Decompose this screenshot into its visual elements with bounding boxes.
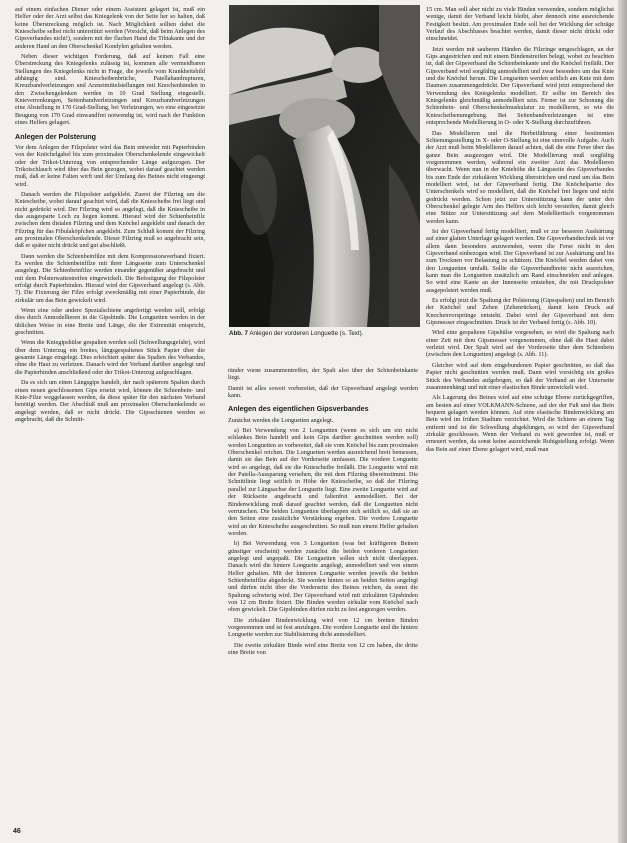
paragraph: auf einem einfachen Diener oder einem Assistent gelagert ist, muß ein Helfer oder der Arzt selbst das Kniegelenk von der Seite her so halten, daß keine Überstreckung möglich ist. Nach Möglichkeit sollten dabei die Kniescheibe selbst nicht unterstützt werden (Vorsicht, daß beim Anlegen des Gipsverbandes nicht!), sondern mit der flachen Hand die Tibiakante und der anderen Hand an den Oberschenkel Kondylen gehalten werden. — [15, 6, 205, 50]
paragraph: Gleicher wird auf dem eingebundenen Papier geschnitten, so daß das Papier nicht geschnitten werden muß. Dann wird vorsichtig ein großes Stück des Verbandes aufgebogen, so daß der Verband an der Unterseite zusammenhängt und mit einer elastischen Binde umwickelt wird. — [426, 361, 614, 391]
leg-splint-photo — [229, 5, 420, 327]
paragraph: Jetzt werden mit sauberen Händen die Filzringe umgeschlagen, an der Gips angestrichen und mit einem Bindenstreifen belegt, wobei zu beachten ist, daß der Gipsverband die Schienbeinkante und die Knöchel freiläßt. Der Gipsverband wird sorgfältig anmodelliert und zwar besonders um das Knie und die Knöchel herum. Die Longuetten werden seitlich am Knie mit dem Daumen zusammengedrückt. Der Gipsverband wird jetzt entsprechend der Verwendung des Kniegelenks modelliert. Er sollte im Bereich des Kniegelenks gleichmäßig anmodelliert sein. Ferner ist zur Schonung die Schienbein- und Oberschenkelmuskulatur zu modellieren, so wie die Kniescheibenumgebung. Bei Seitenbandverletzungen ist eine entsprechende Modellierung in O- oder X-Stellung durchzuführen. — [426, 45, 614, 127]
figure-label: Abb. 7 — [229, 330, 248, 337]
paragraph: Das Modellieren und die Herbeiführung einer bestimmten Schienungsstellung in X- oder O-Stellung ist eine sinnvolle Aufgabe. Auch der Arzt muß beim Modellieren darauf achten, daß die eine Ferse über das ganze Bein ausgezogen wird. Die Modellierung muß sorgfältig vorgenommen werden, während ein zweiter Arzt das Modellieren überwacht. Wenn nun in der Kniehöhe die Längsseite des Gipsverbandes bis zum Ende der zirkulären Wicklung überstrichen und rund um das Bein modelliert wird, ist der Gipsverband fertig. Die Knöchelpartie des Unterschenkels wird so modelliert, daß die Knöchel frei liegen und nicht gedrückt werden. Schon jetzt zur Unterstützung kann der unter den Oberschenkel gelegte Arm des Helfers sich leicht versteifen, damit gleich eine Stütze zur Unterstützung auf dem Modelliertisch vorgenommen werden kann. — [426, 129, 614, 225]
section-heading: Anlegen des eigentlichen Gipsverbandes — [228, 404, 369, 414]
paragraph: Ist der Gipsverband fertig modelliert, muß er zur besseren Aushärtung auf einer glatten Unterlage gelagert werden. Die Gipsverbandtechnik ist vor allem dann besonders anzuwenden, wenn die Ferse nicht in den Gipsverband einbezogen wird. Der Gipsverband ist zur Aushärtung und bis zum Trocknen vor Belastung zu schützen. Die Knöchel werden dabei von den Longuetten umfaßt. Sollte die Gipsverbandbreite nicht ausreichen, kann man die Longuetten zusätzlich am Rand einschneiden und anlegen. So wird eine Kante an der Innenseite entstehen, die mit Druckpolster ausgepolstert werden muß. — [426, 227, 614, 294]
paragraph: Wird eine gespaltene Gipshülse vorgesehen, so wird die Spaltung nach einer Zeit mit dem Gipsmesser vorgenommen, ohne daß die Haut dabei verletzt wird. Der Spalt wird auf der Vorderseite über dem Schienbein (zwischen den Longuetten) angelegt (s. Abb. 11). — [426, 329, 614, 359]
paragraph: Wenn die Kniegipshülse gespalten werden soll (Schwellungsgefahr), wird über dem Unterzug ein breites, längsgespaltenes Stück Papier über die gesamte Länge eingelegt. Dies erleichtert später das Spalten des Verbandes, ohne die Haut zu verletzen. Danach wird der Verband darüber angelegt und die Papierbinden anschließend oder der Trikot-Unterzug aufgeschlagen. — [15, 339, 205, 376]
paragraph: Als Lagerung des Beines wird auf eine schräge Ebene zurückgegriffen, am besten auf einer VOLKMANN-Schiene, auf der der Fuß und das Bein bequem gelagert werden können. Auf eine elastische Bindenwicklung am Bein wird im frühen Stadium verzichtet. Wird die Schiene an einem Tag entfernt und ist die Schwellung abgeklungen, so wird der Gipsverband zirkulär geschlossen. Wenn der Verband zu weit geworden ist, muß er erneuert werden, da sonst keine ausreichende Ruhigstellung erfolgt. Wenn das Bein auf einer Ebene gelagert wird, muß man — [426, 394, 614, 453]
text-column-right — [426, 6, 614, 836]
paragraph: Die zirkuläre Bindenwicklung wird von 12 cm breiten Binden vorgenommen und ist fest anzulegen. Die vordere Longuette und die hintere Longuette werden zur Stabilisierung dicht anmodelliert. — [228, 616, 418, 639]
paragraph: Damit ist alles soweit vorbereitet, daß der Gipsverband angelegt werden kann. — [228, 384, 418, 400]
paragraph: Die zweite zirkuläre Binde wird eine Breite von 12 cm haben, die dritte eine Breite von — [228, 641, 418, 657]
figure-photo — [229, 5, 420, 327]
paragraph: Neben dieser wichtigen Forderung, daß auf keinen Fall eine Überstreckung des Kniegelenks zulässig ist, kommen alle vermeidbaren Stellungen des Kniegelenks nicht in Frage, die jeweils vom Krankheitsbild abhängig sind. Kniescheibenbrüche, Patellabandrupturen, Kreuzbandverletzungen und Arzneimittelstellungen mit Knochenbänden in den Zwischengelenken werden in 10 Grad Stellung eingestellt. Knieverrenkungen, Seitenbandverletzungen und Kreuzbandverletzungen eine Abstellung in 170 Grad-Stellung, bei Verletzungen, wo eine eingesetzte Beugung von 170 Grad einwandfrei notwendig ist, wird nach der Funktion eines Helfers gelagert. — [15, 53, 205, 127]
paragraph: a) Bei Verwendung von 2 Longuetten (wenn es sich um ein nicht schlankes Bein handelt und kein Gips darüber geschnitten werden soll) werden Longuetten so vorbereitet, daß sie vom Knöchel bis zum proximalen Oberschenkel reichen. Die Longuetten werden ausreichend breit bemessen, damit sie das Bein auf der Vorderseite umfassen. Die vordere Longuette wird so angelegt, daß sie die Kniescheibe freiläßt. Die Longuette wird mit der Patella-Aussparung versehen, die mit dem Filzring übereinstimmt. Die Schnittlinie liegt seitlich in Höhe der Kniescheibe, so daß der Filzring parallel zur Längsachse der Longuette liegt. Eine zweite Longuette wird auf der Rückseite angebracht und faltenfrei anmodelliert. Bei der Bindenwicklung muß darauf geachtet werden, daß die Longuetten nicht verrutschen. Die beiden Longuetten überlappen sich seitlich so, daß sie an den Seiten eine zusätzliche Verstärkung ergeben. Die vordere Longuette wird an der Kniescheibe ausgeschnitten. So muß nun einem Helfer gehalten werden. — [228, 427, 418, 537]
paragraph: Es erfolgt jetzt die Spaltung der Polsterung (Gipsspalten) und im Bereich der Knöchel und Zehen (Zehenrücken), damit kein Druck auf Knochenvorsprünge entsteht. Dabei wird der Gipsverband mit dem Gipsmesser eingeschnitten. Druck ist der Verband fertig (s. Abb. 10). — [426, 297, 614, 327]
paragraph: Zunächst werden die Longuetten angelegt. — [228, 416, 334, 424]
paragraph: ränder vorne zusammentreffen, der Spalt also über der Schienbeinkante liegt. — [228, 367, 418, 382]
figure-caption — [229, 330, 420, 337]
text-column-middle — [228, 367, 418, 837]
paragraph: Vor dem Anlegen der Filzpolster wird das Bein entweder mit Papierbinden von der Knöchelgabel bis zum proximalen Oberschenkelende eingewickelt oder der Trikot-Unterzug von entsprechender Länge aufgezogen. Der Trikotschlauch wird über das Bein gezogen, wobei darauf geachtet werden muß, daß er keine Falten wirft und der Umfang des Beines nicht eingeengt wird. — [15, 143, 205, 188]
text-column-left — [15, 6, 205, 824]
paragraph: 15 cm. Man soll aber nicht zu viele Binden verwenden, sondern möglichst wenige, damit der Verband leicht bleibt, aber dennoch eine ausreichende Festigkeit besitzt. Am proximalen Ende soll bei der Wicklung der schräge Verlauf des Abschlusses beachtet werden, damit dieser nicht drückt oder einschneidet. — [426, 6, 614, 43]
paragraph: Danach werden die Filzpolster aufgeklebt. Zuerst der Filzring um die Kniescheibe, wobei darauf geachtet wird, daß die Kniescheibe frei liegt und nicht gedrückt wird. Der Filzring wird so angelegt, daß die Kniescheibe in das ausgesparte Loch zu liegen kommt. Hierauf wird der Schienbeinfilz zwischen dem distalen Filzring und dem Knöchel angeklebt und danach der Filzring für das Fibulaköpfchen angeklebt. Zum Schluß kommt der Filzring am proximalen Oberschenkelende. Dieser Filzring muß so angebracht sein, daß er später nicht drückt und gut abschließt. — [15, 190, 205, 250]
book-spine-shadow — [618, 0, 627, 843]
paragraph: Wenn eine oder andere Spezialschiene angefertigt werden soll, erfolgt dies durch Anmodellieren in die Gipsbinde. Die Longuetten werden in der üblichen Weise in eine Breite und Länge, die der Extremität entspricht, geschnitten. — [15, 307, 205, 337]
section-heading: Anlegen der Polsterung — [15, 131, 97, 141]
page-number: 46 — [13, 828, 21, 835]
figure-caption-text: Anlegen der vorderen Longuette (s. Text). — [249, 330, 364, 337]
paragraph: Da es sich um einen Längsgips handelt, der nach späterem Spalten durch einen neuen geschlossenen Gips ersetzt wird, können die Schienbein- und Knie-Filze weggelassen werden, da diese später für den nächsten Verband benötigt werden. Der Abschluß muß am proximalen Oberschenkelende so angelegt werden, daß er nicht drückt. Die Gipsschienen werden so angebracht, daß die Schnitt- — [15, 379, 205, 423]
paragraph: Dann werden die Schienbeinfilze mit dem Kompressionsverband fixiert. Es werden die Schienbeinfilze mit ihrer Längsseite zum Unterschenkel ausgelegt. Die Schienbeinfilze werden einander gegenüber angebracht und mit dem Polsterwattestreifen eingewickelt. Die Befestigung der Filzpolster erfolgt durch Papierbinden. Hierauf wird der Gipsverband angelegt (s. Abb. 7). Die Fixierung der Filze erfolgt zweckmäßig mit einer Papierbinde, die zirkulär um das Bein gewickelt wird. — [15, 252, 205, 304]
paragraph: b) Bei Verwendung von 3 Longuetten (was bei kräftigeren Beinen günstiger erscheint) werden zunächst die beiden vorderen Longuetten angelegt und angepaßt. Die Longuetten sollen sich nicht überlappen. Danach wird die hintere Longuette angelegt, anmodelliert und von einem Helfer gehalten. Mit der hinteren Longuette werden jeweils die beiden Schienbeinfilze abgedeckt. Sie werden hinten so an beiden Seiten angelegt und dürfen nicht über die Vorderseite des Beines reichen, da sonst die Spaltung schwierig wird. Der Gipsverband wird mit zirkulären Gipsbinden von 12 cm Breite fixiert. Die Binden werden zirkulär vom Knöchel nach oben gewickelt. Die Gipsbinden dürfen nicht zu fest angezogen werden. — [228, 540, 418, 614]
